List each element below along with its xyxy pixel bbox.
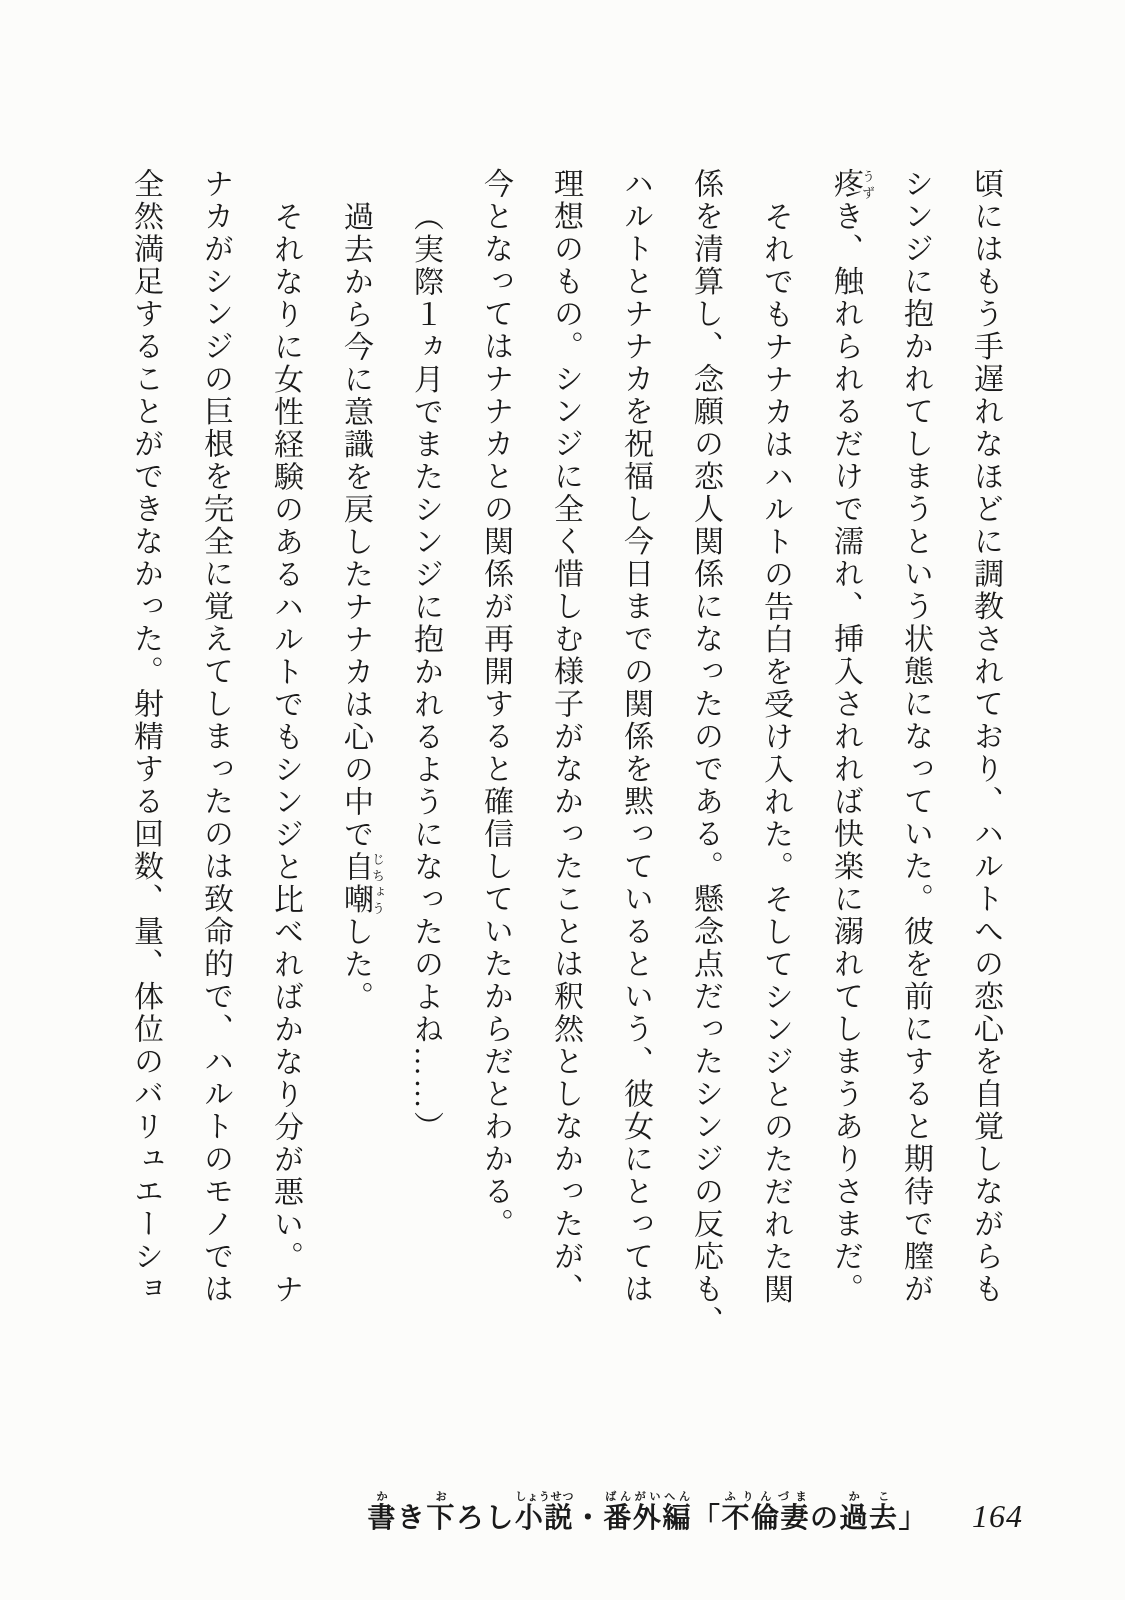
- furigana: お: [426, 1491, 456, 1503]
- footer-chapter-title: 書かき下おろし小説しょうせつ・番外編ばんがいへん「不倫妻ふりんづまの過去かこ」: [367, 1491, 928, 1533]
- furigana: じちょう: [370, 851, 385, 916]
- ruby-annotated-word: 過去かこ: [839, 1491, 899, 1533]
- ruby-annotated-word: 番外編ばんがいへん: [603, 1491, 692, 1533]
- ruby-annotated-word: 下お: [426, 1491, 456, 1533]
- ruby-annotated-word: 小説しょうせつ: [514, 1491, 574, 1533]
- footer: [0, 1491, 1023, 1536]
- text-column: 今となってはナナカとの関係が再開すると確信していたからだとわかる。: [479, 168, 512, 1241]
- text-column: ナカがシンジの巨根を完全に覚えてしまったのは致命的で、ハルトのモノでは: [199, 168, 232, 1306]
- text-column: それでもナナカはハルトの告白を受け入れた。そしてシンジとのただれた関: [759, 201, 792, 1306]
- text-column: （実際１ヵ月でまたシンジに抱かれるようになったのよね……）: [409, 201, 442, 1144]
- furigana: うず: [860, 168, 875, 201]
- ruby-annotated-word: 不倫妻ふりんづま: [721, 1491, 810, 1533]
- furigana: ふりんづま: [721, 1491, 810, 1503]
- ruby-annotated-word: 自嘲じちょう: [339, 851, 385, 916]
- page-number: 164: [972, 1498, 1023, 1534]
- text-column: 全然満足することができなかった。射精する回数、量、体位のバリュエーショ: [129, 168, 162, 1306]
- text-column: 疼うずき、触れられるだけで濡れ、挿入されれば快楽に溺れてしまうありさまだ。: [829, 168, 875, 1306]
- body-text: [108, 168, 1020, 1338]
- ruby-annotated-word: 疼うず: [829, 168, 875, 201]
- furigana: かこ: [839, 1491, 899, 1503]
- ruby-annotated-word: 書か: [367, 1491, 397, 1533]
- furigana: ばんがいへん: [603, 1491, 692, 1503]
- text-column: 理想のもの。シンジに全く惜しむ様子がなかったことは釈然としなかったが、: [549, 168, 582, 1306]
- text-column: シンジに抱かれてしまうという状態になっていた。彼を前にすると期待で膣が: [899, 168, 932, 1306]
- furigana: しょうせつ: [514, 1491, 574, 1503]
- text-column: 係を清算し、念願の恋人関係になったのである。懸念点だったシンジの反応も、: [689, 168, 722, 1338]
- text-column: 頃にはもう手遅れなほどに調教されており、ハルトへの恋心を自覚しながらも: [969, 168, 1002, 1306]
- text-column: それなりに女性経験のあるハルトでもシンジと比べればかなり分が悪い。ナ: [269, 201, 302, 1306]
- text-column: ハルトとナナカを祝福し今日までの関係を黙っているという、彼女にとっては: [619, 168, 652, 1306]
- furigana: か: [367, 1491, 397, 1503]
- text-column: 過去から今に意識を戻したナナカは心の中で自嘲じちょうした。: [339, 201, 385, 1014]
